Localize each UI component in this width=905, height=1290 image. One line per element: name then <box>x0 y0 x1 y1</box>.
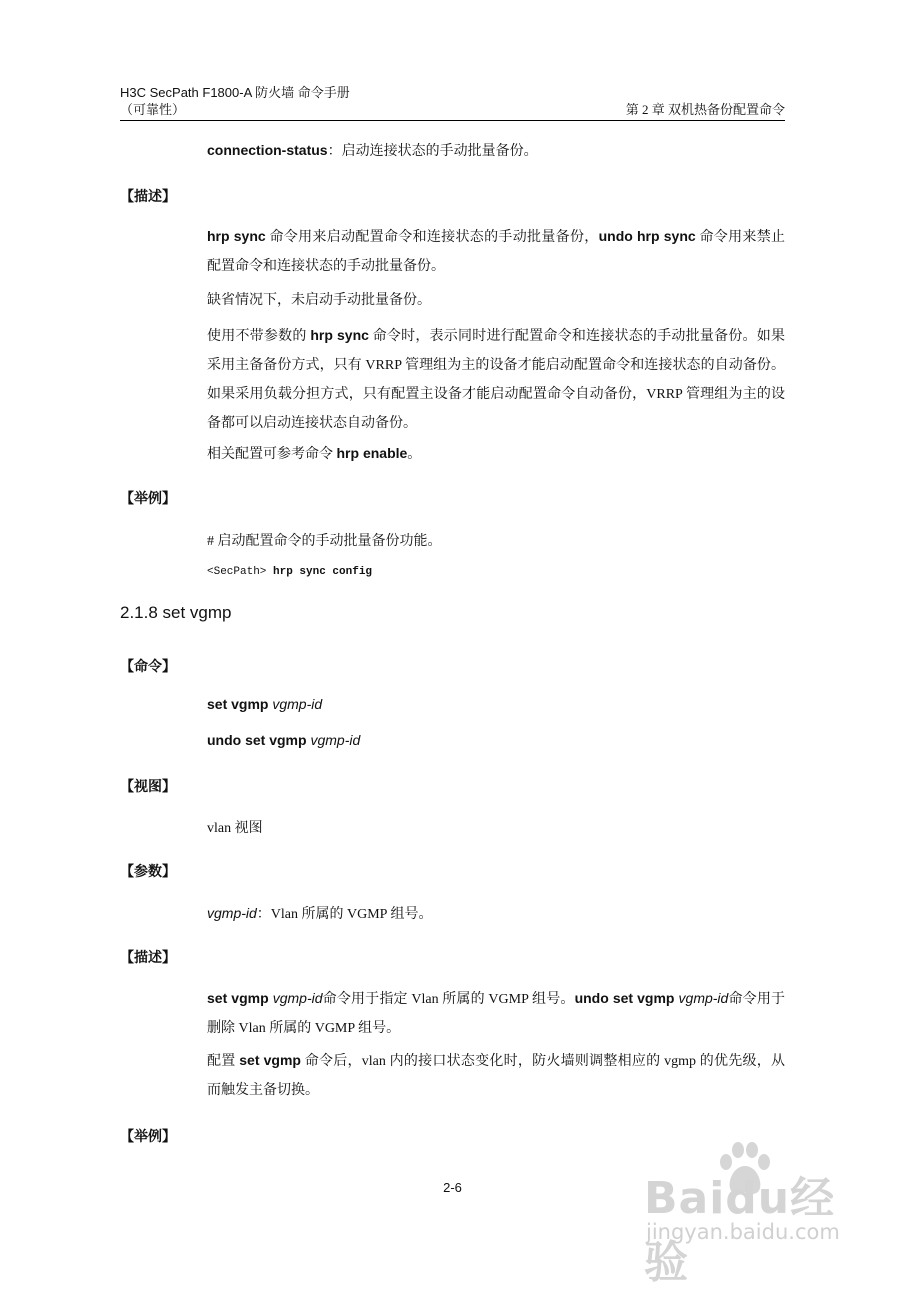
view-text: vlan 视图 <box>207 821 263 836</box>
manual-title: H3C SecPath F1800-A 防火墙 命令手册 <box>120 85 350 100</box>
code-prompt: <SecPath> <box>207 566 274 578</box>
section-heading-2-1-8: 2.1.8 set vgmp <box>120 603 232 622</box>
text: 命令用于删除 Vlan 所属的 VGMP 组号。 <box>207 992 786 1036</box>
watermark-url: jingyan.baidu.com <box>646 1220 840 1244</box>
text: 相关配置可参考命令 <box>207 447 337 462</box>
keyword: undo set vgmp <box>207 732 311 748</box>
keyword: undo set vgmp <box>574 990 679 1006</box>
page-header <box>120 84 785 118</box>
argument: vgmp-id <box>310 732 361 748</box>
behavior-paragraph <box>207 1046 785 1105</box>
argument: vgmp-id <box>678 990 729 1006</box>
argument: vgmp-id <box>207 905 257 921</box>
connection-status-param <box>207 140 538 160</box>
watermark-logo: Baidu经验 <box>644 1173 836 1288</box>
description-paragraph <box>207 984 785 1043</box>
keyword: set vgmp <box>207 696 273 712</box>
manual-subtitle: （可靠性） <box>120 102 186 117</box>
text: 命令时，表示同时进行配置命令和连接状态的手动批量备份。如果采用主备备份方式，只有 VRRP 管理组为主的设备才能启动配置命令和连接状态的自动备份。如果采用负载分担方式，只有配置主设备才能启动配置命令自动备份，VRRP 管理组为主的设备都可以启动连接状态自动备份。 <box>207 329 786 431</box>
param-term: connection-status <box>207 142 328 158</box>
command-syntax-undo <box>207 732 360 750</box>
example-code <box>207 566 372 578</box>
keyword: undo hrp sync <box>598 228 696 244</box>
param-desc: ：启动连接状态的手动批量备份。 <box>327 144 538 159</box>
keyword: hrp enable <box>336 445 408 461</box>
text: 命令用来禁止配置命令和连接状态的手动批量备份。 <box>207 230 786 274</box>
related-paragraph <box>207 439 785 469</box>
keyword: hrp sync <box>207 228 266 244</box>
keyword: hrp sync <box>310 327 369 343</box>
text: 命令后，vlan 内的接口状态变化时，防火墙则调整相应的 vgmp 的优先级，从而触发主备切换。 <box>207 1054 786 1098</box>
text: 使用不带参数的 <box>207 329 311 344</box>
section-command: 【命令】 <box>120 659 176 675</box>
code-command: hrp sync config <box>273 566 373 578</box>
description-paragraph <box>207 222 785 281</box>
command-syntax-set <box>207 696 322 714</box>
section-example: 【举例】 <box>120 1129 176 1145</box>
argument: vgmp-id <box>272 990 323 1006</box>
keyword: set vgmp <box>207 990 273 1006</box>
section-view: 【视图】 <box>120 779 176 795</box>
text: 。 <box>407 447 422 462</box>
section-params: 【参数】 <box>120 864 176 880</box>
text: ：Vlan 所属的 VGMP 组号。 <box>256 907 433 922</box>
page-number: 2-6 <box>443 1180 462 1195</box>
param-vgmp-id <box>207 903 432 923</box>
keyword: set vgmp <box>239 1052 301 1068</box>
example-comment: # 启动配置命令的手动批量备份功能。 <box>207 534 442 549</box>
header-rule <box>120 120 785 121</box>
baidu-watermark <box>640 1140 850 1288</box>
text: 命令用于指定 Vlan 所属的 VGMP 组号。 <box>322 992 575 1007</box>
text: 配置 <box>207 1054 240 1069</box>
text: 命令用来启动配置命令和连接状态的手动批量备份， <box>265 230 599 245</box>
section-description: 【描述】 <box>120 189 176 205</box>
section-description: 【描述】 <box>120 950 176 966</box>
usage-paragraph <box>207 321 785 438</box>
chapter-title: 第 2 章 双机热备份配置命令 <box>625 102 785 117</box>
default-paragraph: 缺省情况下，未启动手动批量备份。 <box>207 293 431 308</box>
argument: vgmp-id <box>272 696 323 712</box>
section-example: 【举例】 <box>120 491 176 507</box>
